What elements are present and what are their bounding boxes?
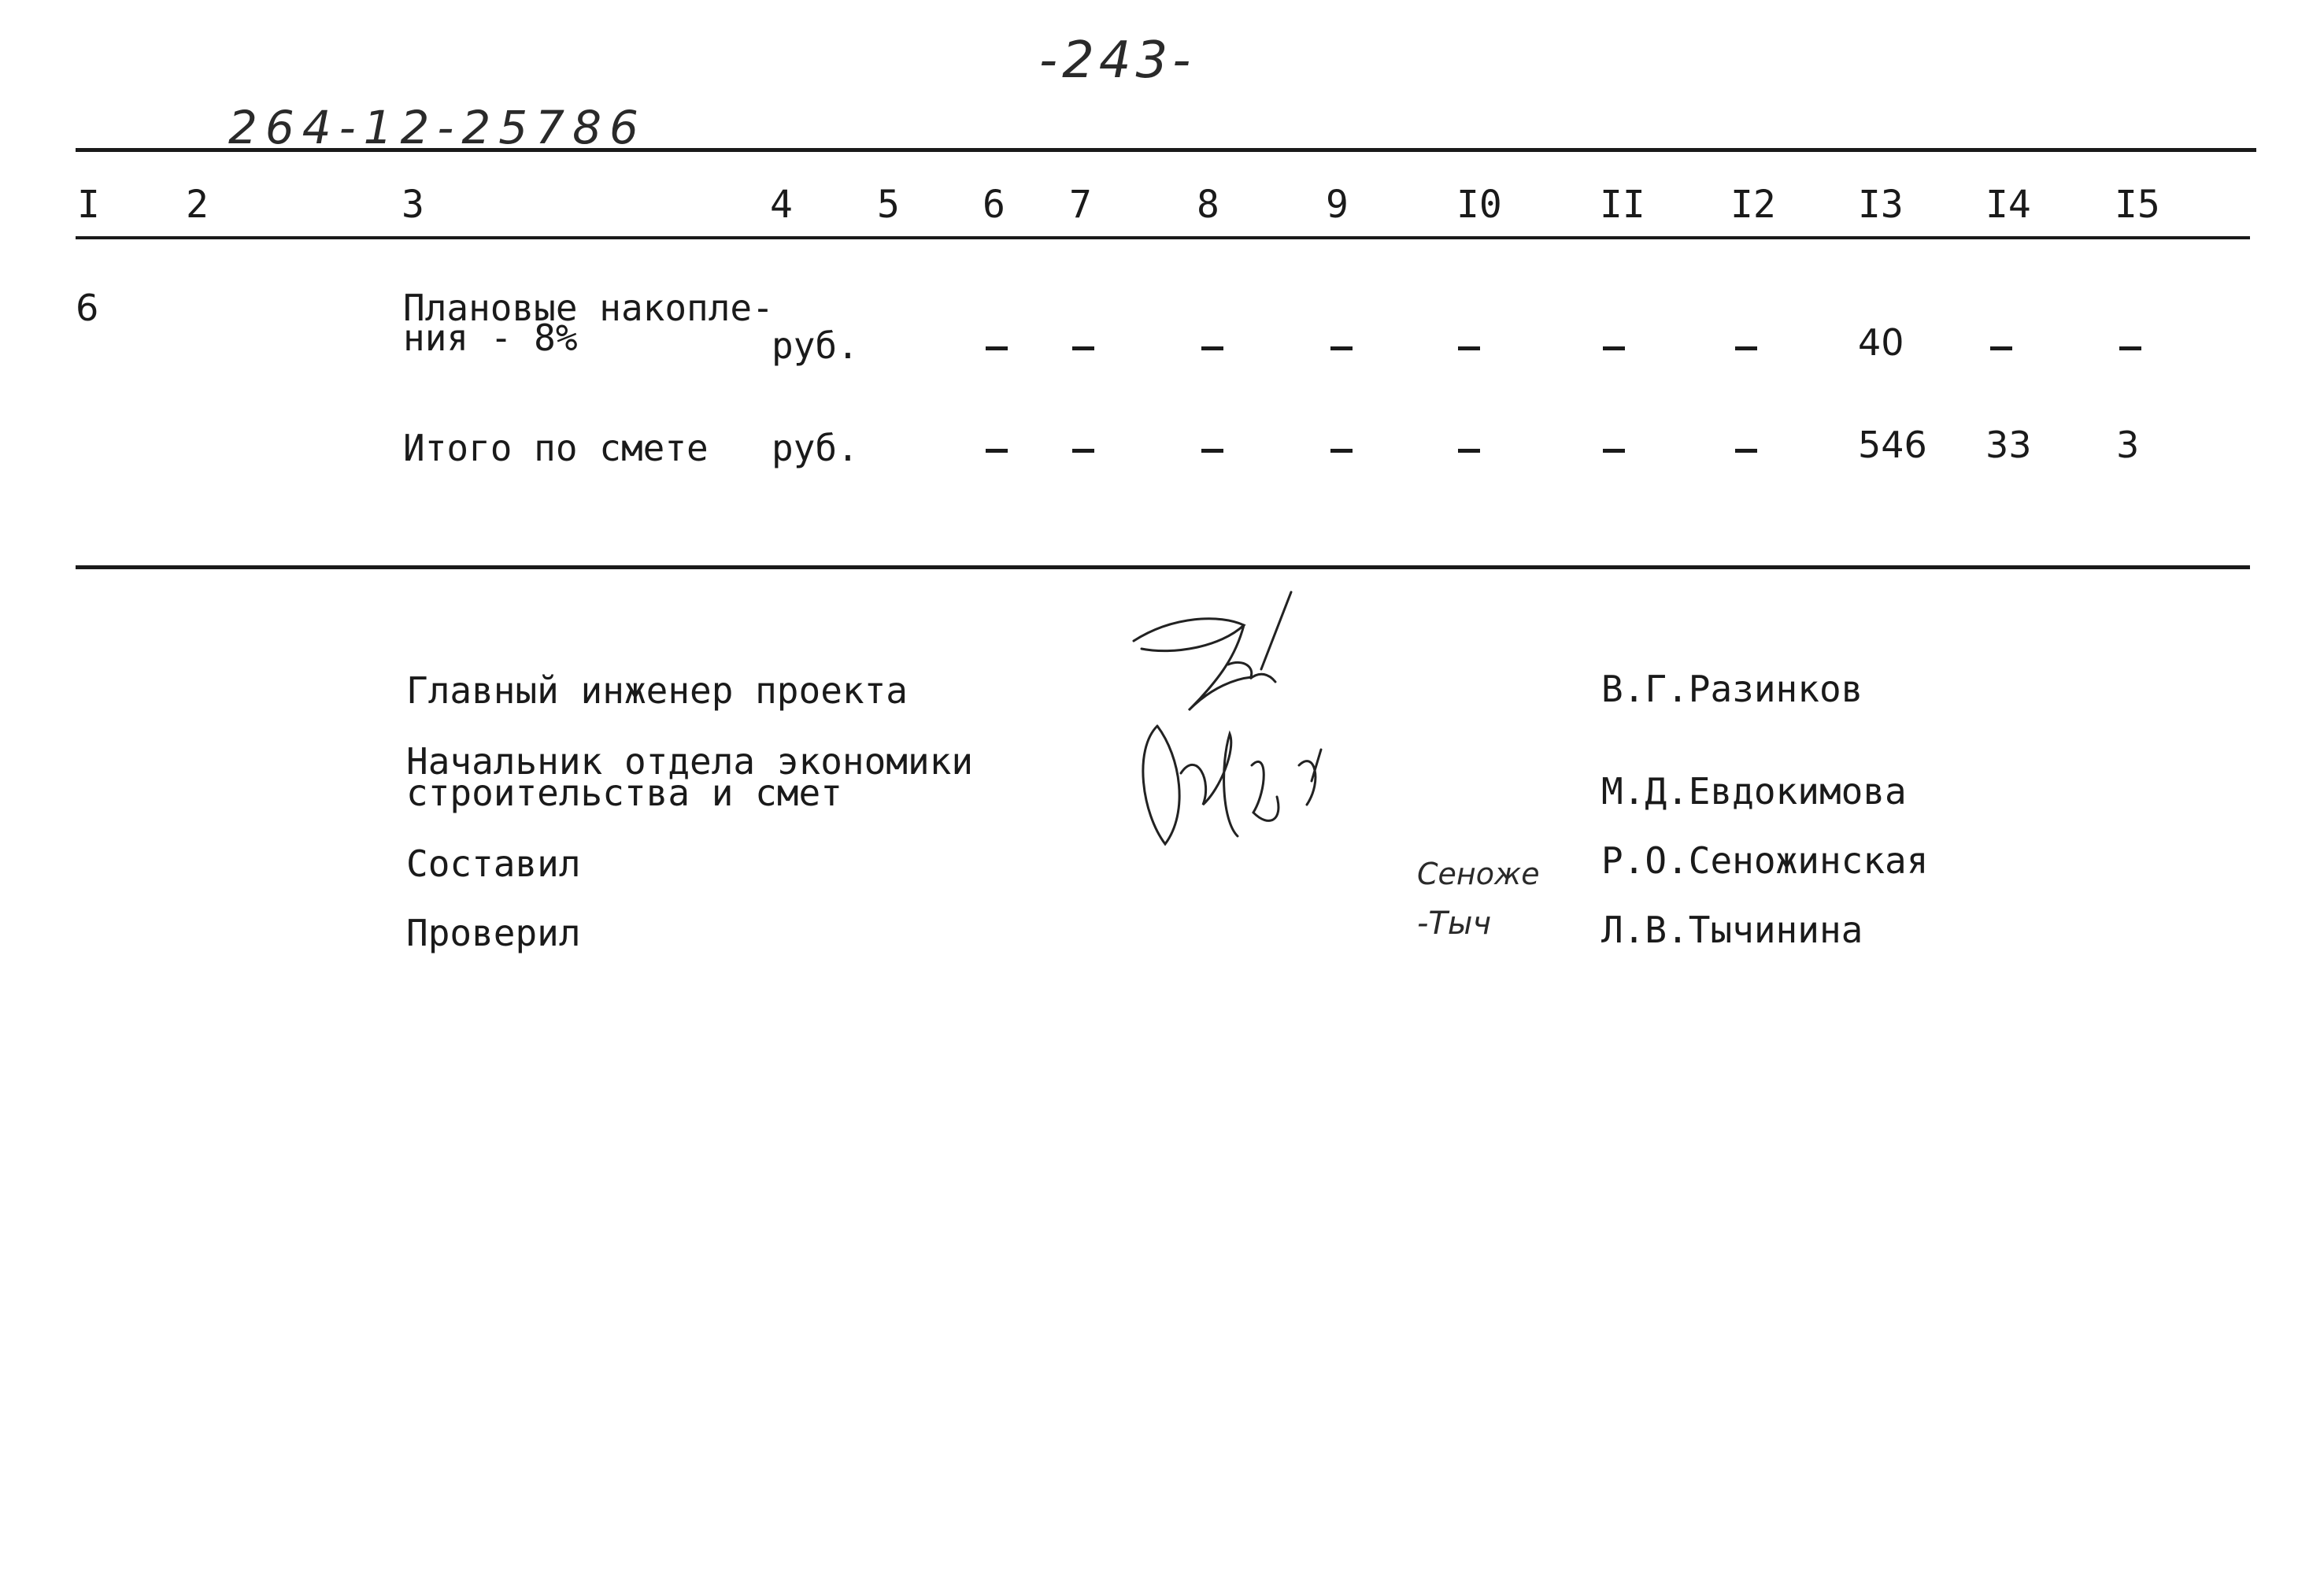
signatory-mark: -Тыч bbox=[1417, 905, 1492, 942]
col-header-11: II bbox=[1600, 183, 1645, 227]
row-description bbox=[403, 287, 774, 359]
cell-col15: 3 bbox=[2116, 424, 2140, 466]
handwritten-signature-icon bbox=[1134, 718, 1338, 860]
col-header-9: 9 bbox=[1326, 183, 1349, 227]
row-unit: руб. bbox=[772, 427, 859, 469]
row-description-line: Плановые накопле- bbox=[403, 287, 774, 329]
document-code: 264-12-25786 bbox=[228, 101, 646, 154]
signatory-role: Главный инженер проекта bbox=[406, 669, 908, 712]
col-header-8: 8 bbox=[1197, 183, 1219, 227]
col-header-4: 4 bbox=[770, 183, 793, 227]
header-bottom-rule bbox=[76, 236, 2250, 239]
row-description-line: ния - 8% bbox=[403, 317, 578, 359]
cell-dash-col12 bbox=[1735, 346, 1757, 350]
col-header-14: I4 bbox=[1985, 183, 2031, 227]
signatory-name: Л.В.Тычинина bbox=[1601, 909, 1863, 951]
cell-dash-col7 bbox=[1072, 449, 1094, 453]
signatory-name: В.Г.Разинков bbox=[1601, 668, 1863, 710]
cell-dash-col6 bbox=[986, 346, 1008, 350]
col-header-7: 7 bbox=[1069, 183, 1092, 227]
cell-dash-col11 bbox=[1603, 449, 1625, 453]
cell-col13: 546 bbox=[1858, 424, 1927, 466]
col-header-13: I3 bbox=[1858, 183, 1904, 227]
col-header-12: I2 bbox=[1730, 183, 1776, 227]
cell-dash-col9 bbox=[1330, 346, 1353, 350]
signatory-role: Составил bbox=[406, 842, 581, 885]
cell-col14: 33 bbox=[1985, 424, 2032, 466]
signatory-role-line: строительства и смет bbox=[406, 772, 842, 814]
cell-dash-col10 bbox=[1458, 449, 1480, 453]
cell-dash-col10 bbox=[1458, 346, 1480, 350]
cell-dash-col11 bbox=[1603, 346, 1625, 350]
cell-dash-col12 bbox=[1735, 449, 1757, 453]
cell-dash-col8 bbox=[1201, 346, 1223, 350]
cell-dash-col7 bbox=[1072, 346, 1094, 350]
cell-col15-dash bbox=[2119, 346, 2141, 350]
cell-col13: 40 bbox=[1858, 321, 1904, 364]
row-number: 6 bbox=[76, 287, 99, 329]
row-description: Итого по смете bbox=[403, 427, 709, 469]
cell-dash-col9 bbox=[1330, 449, 1353, 453]
col-header-10: I0 bbox=[1456, 183, 1502, 227]
row-unit: руб. bbox=[772, 324, 859, 367]
cell-col14-dash bbox=[1990, 346, 2012, 350]
signatory-name: М.Д.Евдокимова bbox=[1601, 770, 1907, 813]
col-header-5: 5 bbox=[877, 183, 900, 227]
signatory-mark: Сеноже bbox=[1417, 857, 1540, 891]
signatory-name: Р.О.Сеножинская bbox=[1601, 839, 1929, 882]
table-top-rule bbox=[76, 148, 2256, 152]
col-header-2: 2 bbox=[186, 183, 209, 227]
col-header-3: 3 bbox=[402, 183, 424, 227]
signatory-role bbox=[406, 740, 974, 814]
handwritten-signature-icon bbox=[1126, 592, 1315, 718]
col-header-6: 6 bbox=[983, 183, 1005, 227]
col-header-15: I5 bbox=[2115, 183, 2160, 227]
table-bottom-rule bbox=[76, 565, 2250, 569]
page-number: -243- bbox=[1039, 31, 1196, 90]
col-header-1: I bbox=[77, 183, 100, 227]
cell-dash-col6 bbox=[986, 449, 1008, 453]
signatory-role: Проверил bbox=[406, 912, 581, 954]
cell-dash-col8 bbox=[1201, 449, 1223, 453]
signatory-role-line: Начальник отдела экономики bbox=[406, 740, 974, 783]
